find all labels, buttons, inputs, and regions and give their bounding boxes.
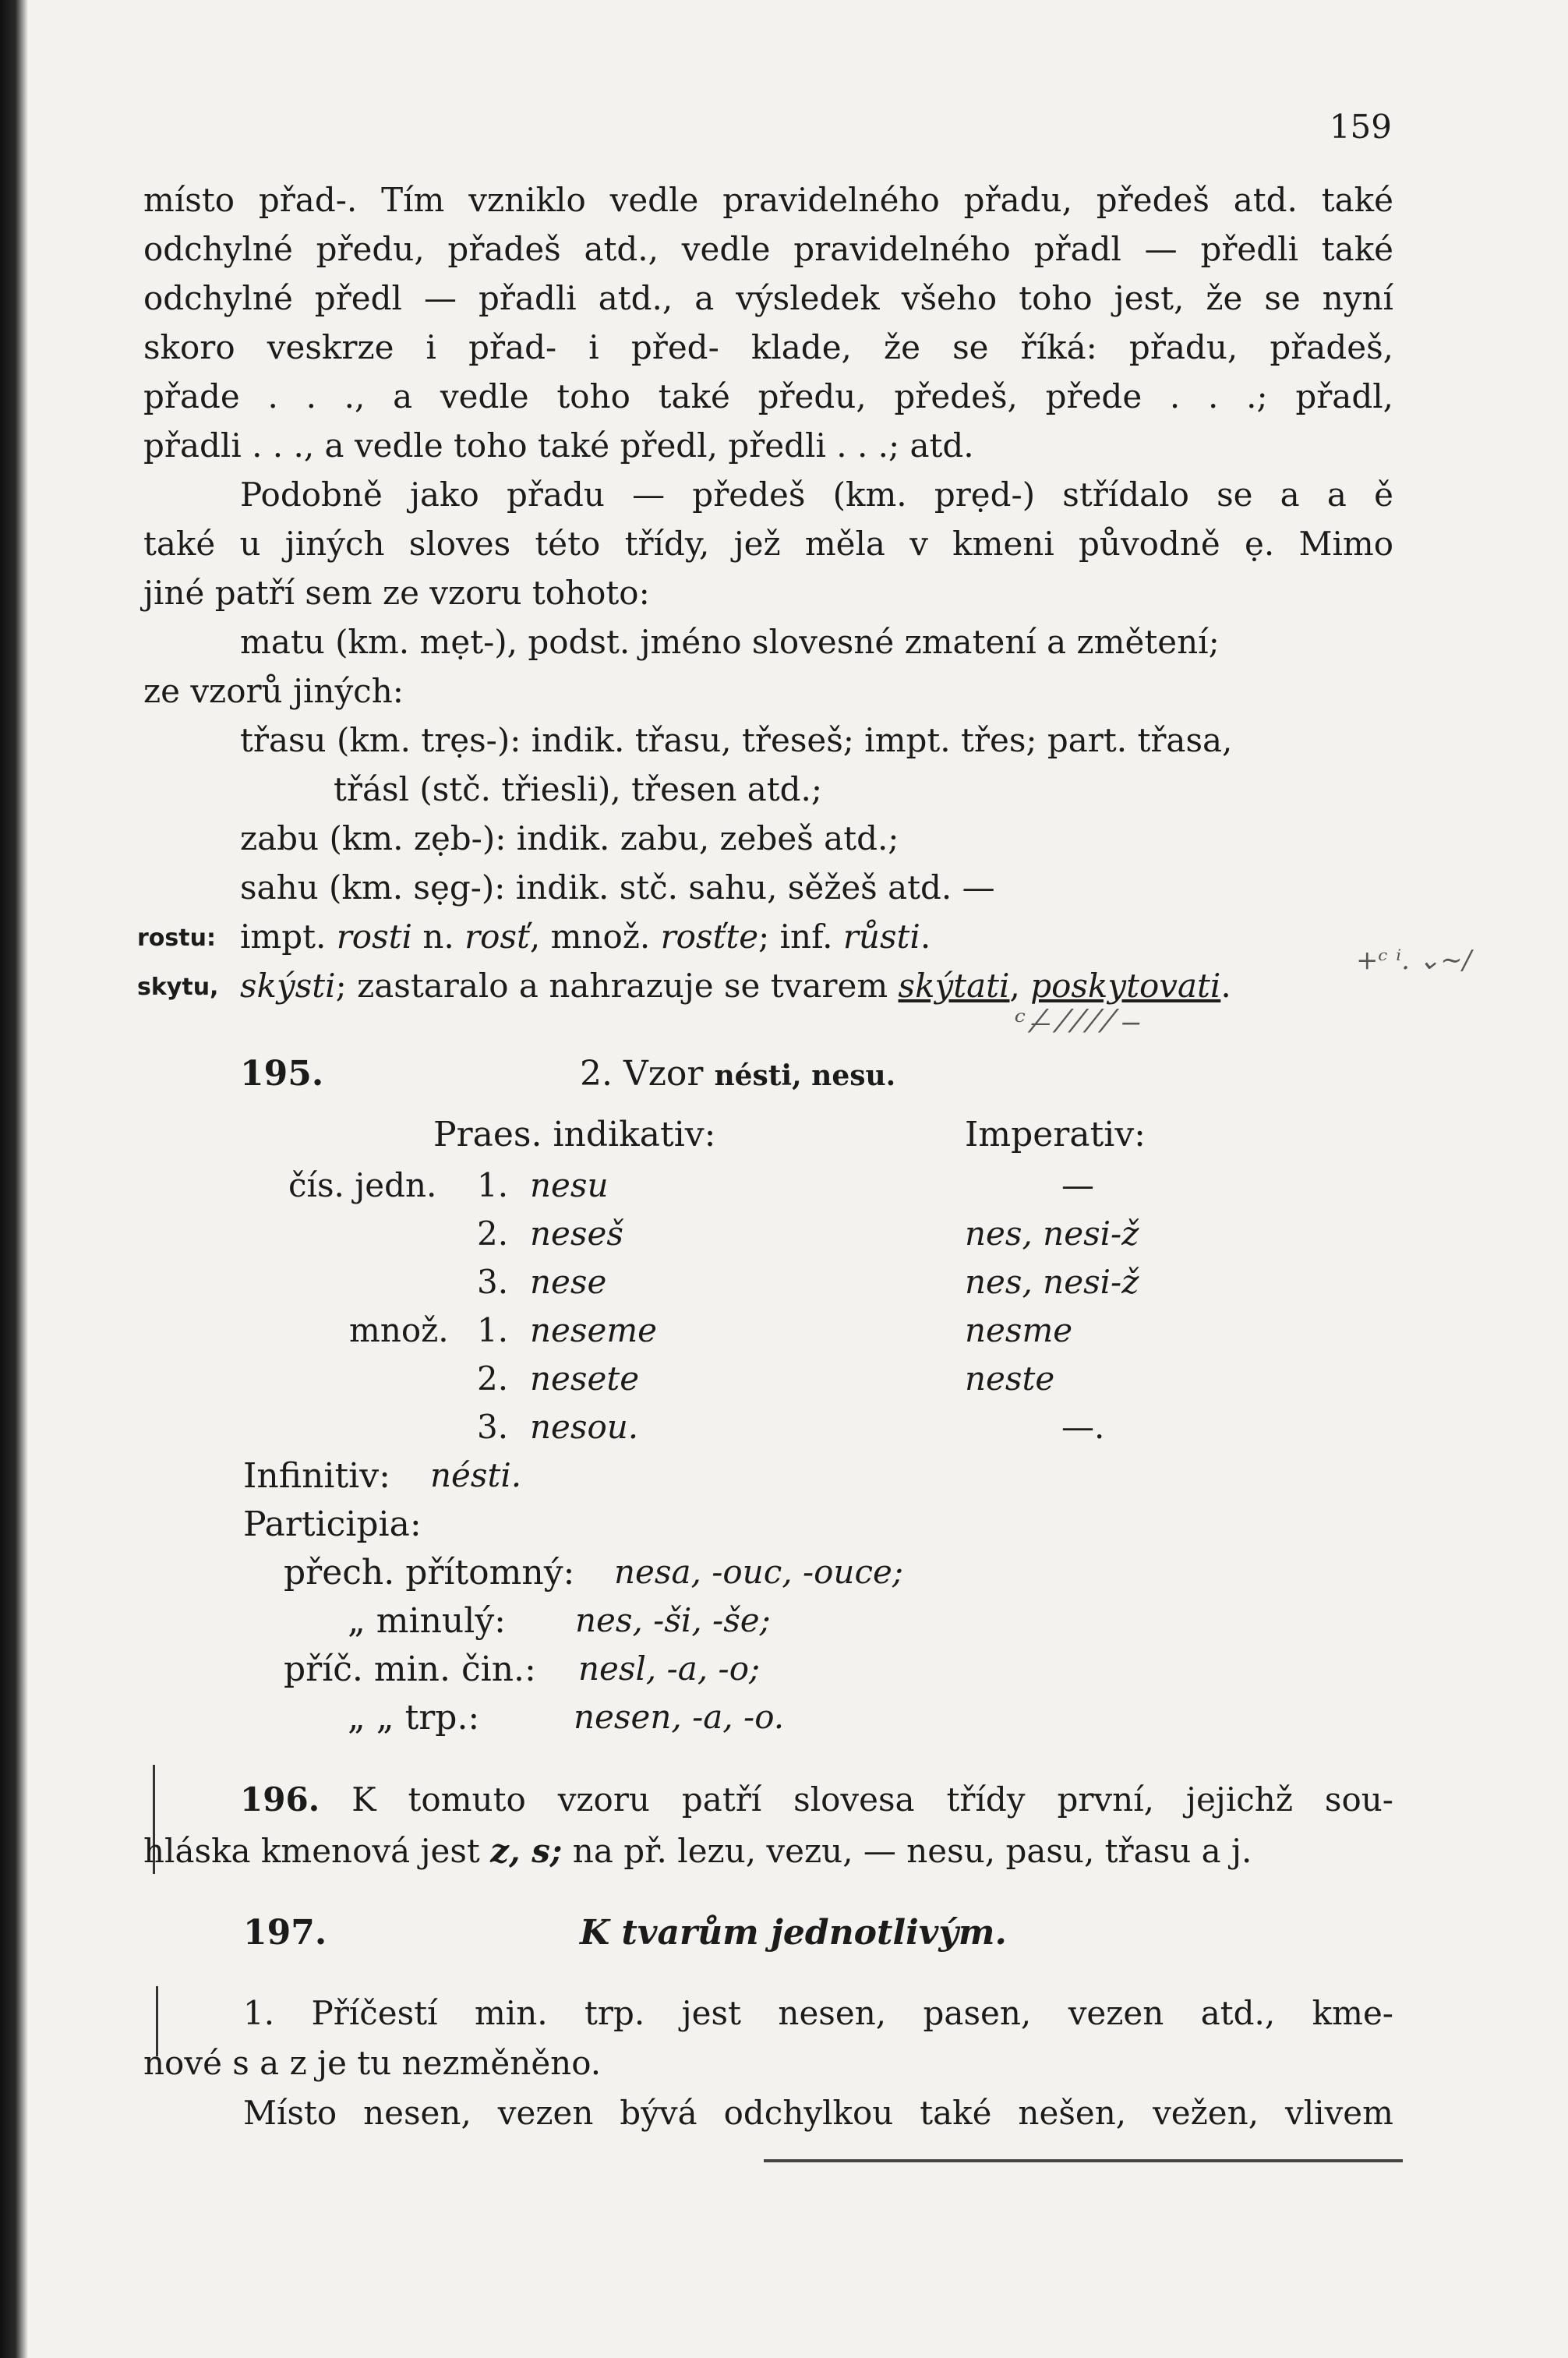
example-trasu: třasu (km. trẹs-): indik. třasu, třeseš; impt. třes; part. třasa, xyxy=(240,721,1233,759)
mnoz-label: množ. xyxy=(349,1311,449,1349)
skytu-line: skýsti; zastaralo a nahrazuje se tvarem skýtati, poskytovati. xyxy=(240,967,1231,1005)
section-197-title: K tvarům jednotlivým. xyxy=(580,1913,1007,1953)
example-trasu-cont: třásl (stč. třiesli), třesen atd.; xyxy=(334,770,823,808)
text-line: přadli . . ., a vedle toho také předl, předli . . .; atd. xyxy=(143,426,974,465)
prech-prit-label: přech. přítomný: xyxy=(284,1553,575,1593)
pencil-underline xyxy=(764,2159,1403,2162)
text-line: skoro veskrze i přad- i před- klade, že se říká: přadu, přadeš, xyxy=(143,328,1393,366)
trp-label: „ „ trp.: xyxy=(348,1698,480,1738)
impt-form: nesme xyxy=(965,1311,1073,1349)
pric-min-forms: nesl, -a, -o; xyxy=(578,1649,761,1688)
row-number: 3. xyxy=(477,1263,509,1301)
prech-prit-forms: nesa, -ouc, -ouce; xyxy=(614,1553,904,1591)
section-196-line-1: 196. K tomuto vzoru patří slovesa třídy první, jejichž sou- xyxy=(240,1780,1393,1819)
impt-form: nes, nesi-ž xyxy=(965,1214,1139,1253)
row-number: 3. xyxy=(477,1408,509,1446)
trp-forms: nesen, -a, -o. xyxy=(574,1698,785,1736)
example-sahu: sahu (km. sẹg-): indik. stč. sahu, sěžeš atd. — xyxy=(240,868,995,907)
text-line: také u jiných sloves této třídy, jež měla v kmeni původně ẹ. Mimo xyxy=(143,525,1393,563)
text-line: odchylné předl — přadli atd., a výsledek všeho toho jest, že se nyní xyxy=(143,279,1393,317)
example-matu: matu (km. mẹt-), podst. jméno slovesné zmatení a změtení; xyxy=(240,623,1220,661)
rostu-line: impt. rosti n. rosť, množ. rosťte; inf. růsti. xyxy=(240,917,931,956)
infinitiv-form: nésti. xyxy=(430,1456,522,1494)
text-line: Podobně jako přadu — předeš (km. prẹd-) střídalo se a a ě xyxy=(240,475,1393,514)
impt-form: — xyxy=(1061,1166,1094,1204)
example-zabu: zabu (km. zẹb-): indik. zabu, zebeš atd.; xyxy=(240,819,899,857)
row-number: 1. xyxy=(477,1311,509,1349)
impt-form: neste xyxy=(965,1359,1055,1398)
impt-header: Imperativ: xyxy=(965,1115,1146,1154)
margin-note-rostu: rostu: xyxy=(137,924,216,952)
section-197-para-1-cont: nové s a z je tu nezměněno. xyxy=(143,2044,602,2082)
section-197-number: 197. xyxy=(243,1913,327,1953)
infinitiv-label: Infinitiv: xyxy=(243,1456,390,1496)
margin-note-skytu: skytu, xyxy=(137,974,219,1001)
text-line: místo přad-. Tím vzniklo vedle pravidelného přadu, předeš atd. také xyxy=(143,181,1393,219)
book-spine-shadow xyxy=(0,0,28,2358)
praes-header: Praes. indikativ: xyxy=(433,1115,716,1154)
section-197-para-1: 1. Příčestí min. trp. jest nesen, pasen, vezen atd., kme- xyxy=(243,1994,1393,2032)
page-number: 159 xyxy=(1329,108,1392,146)
text-line: odchylné předu, přadeš atd., vedle pravidelného přadl — předli také xyxy=(143,230,1393,268)
text-line: přade . . ., a vedle toho také předu, předeš, přede . . .; přadl, xyxy=(143,377,1393,415)
row-number: 2. xyxy=(477,1359,509,1398)
minuly-forms: nes, -ši, -še; xyxy=(575,1601,771,1639)
praes-form: neseš xyxy=(530,1214,623,1253)
praes-form: nesete xyxy=(530,1359,640,1398)
pencil-annotation: +ᶜ ⁱ. ⌄∼∕ xyxy=(1356,945,1472,976)
section-195-title: 2. Vzor nésti, nesu. xyxy=(580,1054,896,1094)
praes-form: neseme xyxy=(530,1311,657,1349)
praes-form: nesou. xyxy=(530,1408,639,1446)
text-line: jiné patří sem ze vzoru tohoto: xyxy=(143,574,650,612)
row-number: 1. xyxy=(477,1166,509,1204)
impt-form: nes, nesi-ž xyxy=(965,1263,1139,1301)
pric-min-label: příč. min. čin.: xyxy=(284,1649,536,1689)
example-heading: ze vzorů jiných: xyxy=(143,672,404,710)
section-196-line-2: hláska kmenová jest z, s; na př. lezu, vezu, — nesu, pasu, třasu a j. xyxy=(143,1832,1252,1870)
minuly-label: „ minulý: xyxy=(348,1601,507,1641)
praes-form: nese xyxy=(530,1263,607,1301)
praes-form: nesu xyxy=(530,1166,609,1204)
section-195-number: 195. xyxy=(240,1054,324,1094)
pencil-annotation: ᶜ ⁄ ̶ ⁄ ⁄ ⁄ ⁄ ‒ xyxy=(1015,1004,1141,1040)
impt-form: —. xyxy=(1061,1408,1105,1446)
row-number: 2. xyxy=(477,1214,509,1253)
participia-label: Participia: xyxy=(243,1504,422,1544)
section-197-para-2: Místo nesen, vezen bývá odchylkou také nešen, vežen, vlivem xyxy=(243,2094,1393,2132)
cis-label: čís. jedn. xyxy=(288,1166,437,1204)
